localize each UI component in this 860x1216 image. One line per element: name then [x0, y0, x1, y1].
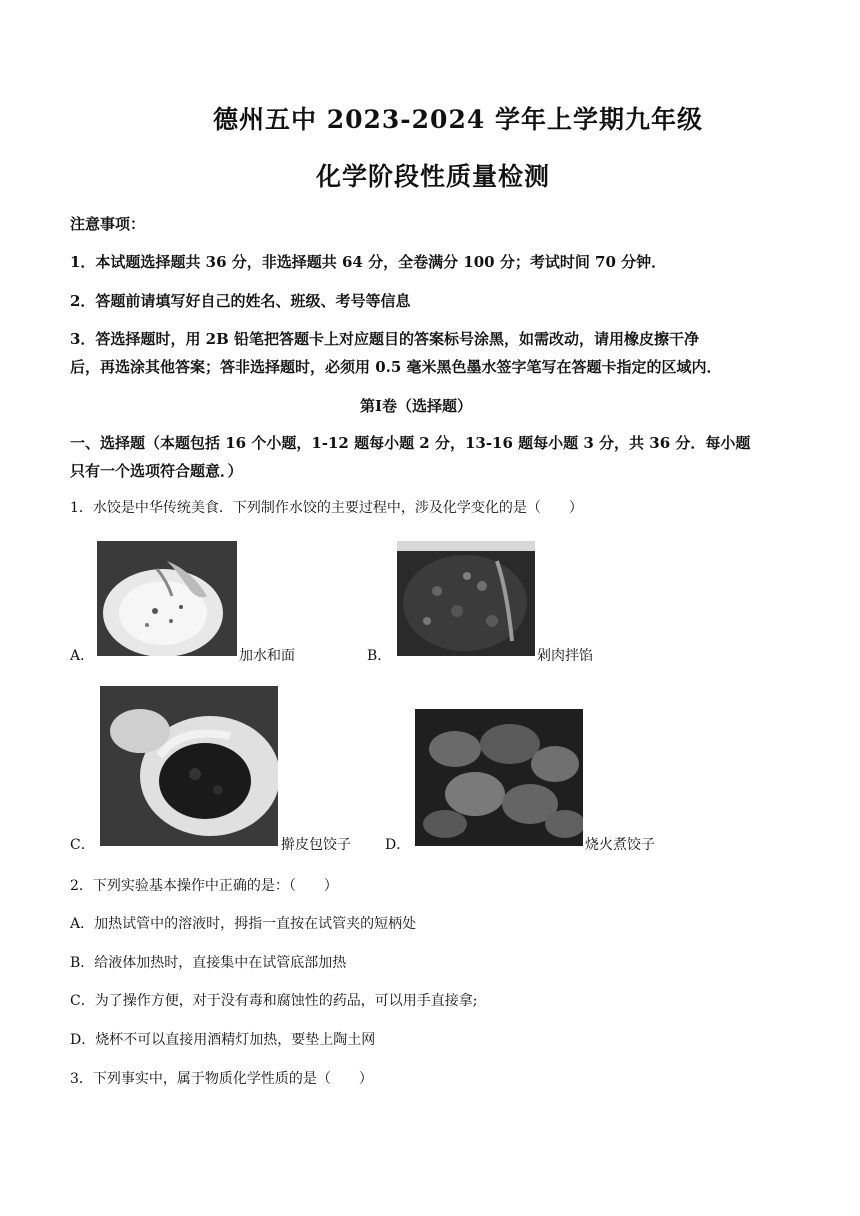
question-2-option-b: B．给液体加热时，直接集中在试管底部加热 [70, 955, 347, 971]
section-title: 第Ⅰ卷（选择题） [360, 397, 473, 415]
flour-mixing-photo [97, 541, 237, 656]
notice-item-3-line-1: 3．答选择题时，用 2B 铅笔把答题卡上对应题目的答案标号涂黑，如需改动，请用橡皮擦干净 [70, 330, 700, 348]
option-a-caption: 加水和面 [239, 648, 295, 664]
section-instruction-line-2: 只有一个选项符合题意．） [70, 462, 243, 480]
question-3-stem: 3．下列事实中，属于物质化学性质的是（ ） [70, 1071, 373, 1087]
question-2-option-d: D．烧杯不可以直接用酒精灯加热，要垫上陶土网 [70, 1032, 376, 1048]
option-b-letter: B． [367, 648, 392, 664]
option-c-letter: C． [70, 837, 95, 853]
option-c-caption: 擀皮包饺子 [281, 837, 351, 853]
section-instruction-line-1: 一、选择题（本题包括 16 个小题，1-12 题每小题 2 分，13-16 题每小题 3 分，共 36 分．每小题 [70, 434, 751, 452]
boiling-dumplings-photo [415, 709, 583, 846]
question-1-stem: 1．水饺是中华传统美食．下列制作水饺的主要过程中，涉及化学变化的是（ ） [70, 500, 583, 516]
notice-item-1: 1．本试题选择题共 36 分，非选择题共 64 分，全卷满分 100 分；考试时间 70 分钟． [70, 253, 667, 271]
question-2-option-a: A．加热试管中的溶液时，拇指一直按在试管夹的短柄处 [70, 916, 417, 932]
question-2-option-c: C．为了操作方便，对于没有毒和腐蚀性的药品，可以用手直接拿; [70, 993, 478, 1009]
option-d-caption: 烧火煮饺子 [585, 837, 655, 853]
title-line-2: 化学阶段性质量检测 [316, 162, 551, 191]
question-2-stem: 2．下列实验基本操作中正确的是：（ ） [70, 878, 338, 894]
option-d-letter: D． [385, 837, 411, 853]
option-b-caption: 剁肉拌馅 [537, 648, 593, 664]
title-line-1: 德州五中 2023-2024 学年上学期九年级 [213, 105, 703, 134]
notice-heading: 注意事项： [70, 215, 146, 233]
wrapping-dumpling-photo [100, 686, 278, 846]
notice-item-3-line-2: 后，再选涂其他答案；答非选择题时，必须用 0.5 毫米黑色墨水签字笔写在答题卡指定的区域内． [70, 358, 722, 376]
option-a-letter: A． [70, 648, 95, 664]
minced-meat-photo [397, 541, 535, 656]
notice-item-2: 2．答题前请填写好自己的姓名、班级、考号等信息 [70, 292, 411, 310]
